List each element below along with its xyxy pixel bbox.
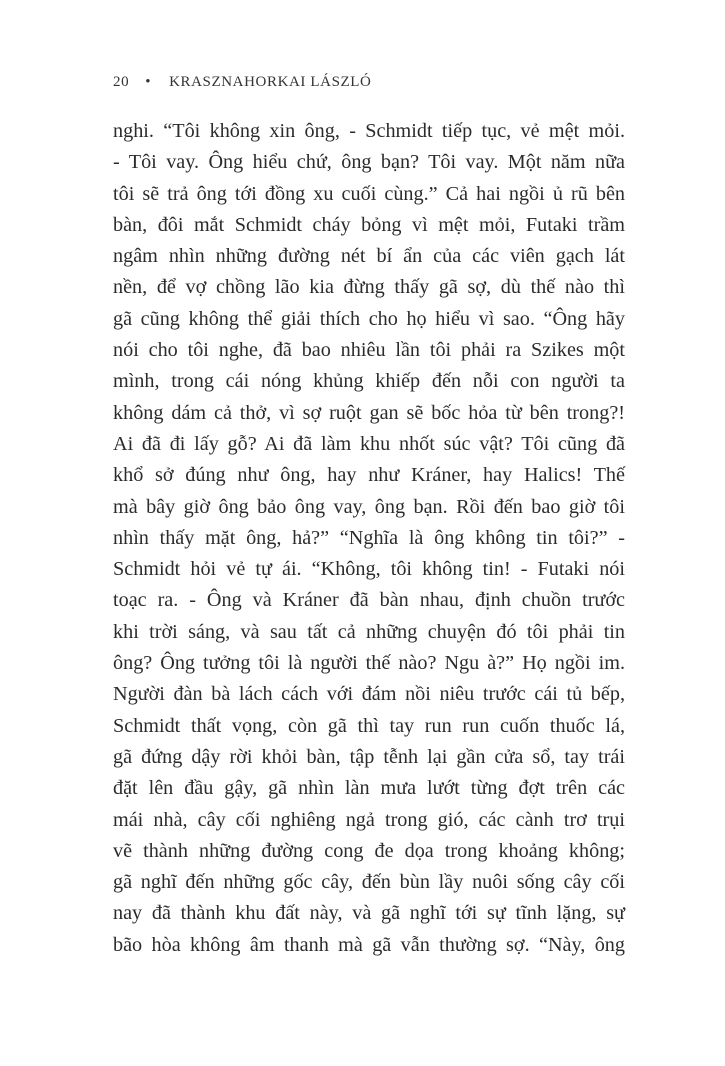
text-line: ông? Ông tưởng tôi là người thế nào? Ngu à?” Họ ngồi im. [113, 652, 625, 675]
text-line: Người đàn bà lách cách với đám nồi niêu trước cái tủ bếp, [113, 683, 625, 706]
text-line: khi trời sáng, và sau tất cả những chuyện đó tôi phải tin [113, 620, 625, 643]
text-line: Ai đã đi lấy gỗ? Ai đã làm khu nhốt súc vật? Tôi cũng đã [113, 432, 625, 455]
text-line: đặt lên đầu gậy, gã nhìn làn mưa lướt từng đợt trên các [113, 777, 625, 800]
separator-bullet: • [145, 74, 152, 90]
page-number: 20 [113, 74, 130, 90]
text-line: toạc ra. - Ông và Kráner đã bàn nhau, định chuồn trước [113, 589, 625, 612]
text-line: tôi sẽ trả ông tới đồng xu cuối cùng.” Cả hai ngồi ủ rũ bên [113, 182, 625, 205]
text-line: vẽ thành những đường cong đe dọa trong khoảng không; [113, 839, 625, 862]
text-line: bão hòa không âm thanh mà gã vẫn thường sợ. “Này, ông [113, 933, 625, 956]
text-line: nói cho tôi nghe, đã bao nhiêu lần tôi phải ra Szikes một [113, 339, 625, 362]
text-line: - Tôi vay. Ông hiểu chứ, ông bạn? Tôi vay. Một năm nữa [113, 151, 625, 174]
text-line: ngâm nhìn những đường nét bí ẩn của các viên gạch lát [113, 245, 625, 268]
text-line: nghi. “Tôi không xin ông, - Schmidt tiếp tục, vẻ mệt mỏi. [113, 120, 625, 142]
text-line: mà bây giờ ông bảo ông vay, ông bạn. Rồi đến bao giờ tôi [113, 495, 625, 518]
text-line: nền, để vợ chồng lão kia đừng thấy gã sợ, dù thế nào thì [113, 276, 625, 299]
body-text [113, 116, 625, 961]
text-line: bàn, đôi mắt Schmidt cháy bỏng vì mệt mỏi, Futaki trầm [113, 213, 625, 236]
text-line: không dám cả thở, vì sợ ruột gan sẽ bốc hỏa từ bên trong?! [113, 401, 625, 424]
text-line: gã nghĩ đến những gốc cây, đến bùn lầy nuôi sống cây cối [113, 871, 625, 894]
text-line: Schmidt thất vọng, còn gã thì tay run run cuốn thuốc lá, [113, 714, 625, 737]
text-line: mái nhà, cây cối nghiêng ngả trong gió, các cành trơ trụi [113, 808, 625, 831]
text-line: mình, trong cái nóng khủng khiếp đến nỗi con người ta [113, 370, 625, 393]
text-line: khổ sở đúng như ông, hay như Kráner, hay Halics! Thế [113, 464, 625, 487]
text-line: Schmidt hỏi vẻ tự ái. “Không, tôi không tin! - Futaki nói [113, 558, 625, 581]
text-line: gã đứng dậy rời khỏi bàn, tập tễnh lại gần cửa sổ, tay trái [113, 745, 625, 768]
running-header [113, 74, 371, 91]
text-line: nhìn thấy mặt ông, hả?” “Nghĩa là ông không tin tôi?” - [113, 526, 625, 549]
author-name: KRASZNAHORKAI LÁSZLÓ [169, 74, 372, 90]
text-line: gã cũng không thể giải thích cho họ hiểu vì sao. “Ông hãy [113, 307, 625, 330]
text-line: nay đã thành khu đất này, và gã nghĩ tới sự tĩnh lặng, sự [113, 902, 625, 925]
